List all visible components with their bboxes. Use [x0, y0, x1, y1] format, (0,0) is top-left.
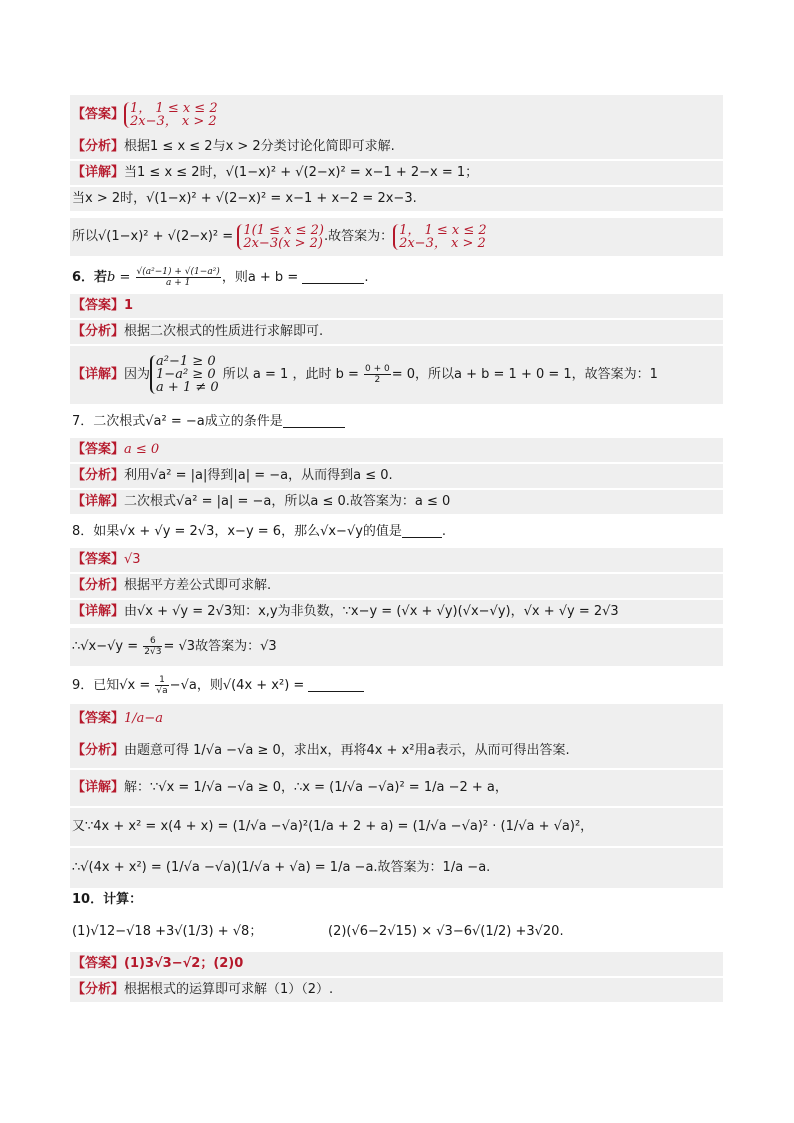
fraction-numerator: 6 — [143, 636, 162, 647]
detail-pre: 因为 — [124, 367, 151, 382]
case-1: a²−1 ≥ 0 — [156, 354, 216, 369]
q9-answer-row — [70, 704, 723, 734]
detail-text: ∴√(4x + x²) = (1/√a −√a)(1/√a + √a) = 1/a −a.故答案为：1/a −a. — [72, 860, 491, 875]
q6-detail-row — [70, 346, 723, 404]
detail-text: 解：∵√x = 1/√a −√a ≥ 0，∴x = (1/√a −√a)² = 1/a −2 + a， — [124, 780, 508, 795]
q10-answer-row — [70, 952, 723, 976]
answer-tag: 【答案】 — [72, 107, 125, 122]
question-fraction — [155, 675, 168, 696]
case-2: 2x−3， x > 2 — [130, 113, 217, 129]
fraction-denominator: 2 — [374, 375, 381, 385]
detail-tag: 【详解】 — [72, 367, 125, 382]
fraction-numerator: √(a²−1) + √(1−a²) — [136, 267, 220, 277]
answer-value: √3 — [124, 552, 141, 567]
case-2: 1−a² ≥ 0 — [156, 367, 216, 382]
answer-value: 1 — [124, 298, 134, 313]
answer-blank — [308, 677, 364, 692]
case-1: 1， 1 ≤ x ≤ 2 — [130, 100, 218, 116]
fraction-numerator: 0 + 0 — [365, 364, 390, 374]
detail-tag: 【详解】 — [72, 780, 125, 795]
q6-question — [70, 262, 723, 294]
part-2: (2)(√6−2√15) × √3−6√(1/2) +3√20. — [328, 924, 564, 939]
answer-value: (1)3√3−√2；(2)0 — [124, 956, 244, 971]
analysis-tag: 【分析】 — [72, 324, 125, 339]
piecewise-final-answer — [393, 224, 487, 250]
case-2: 2x−3， x > 2 — [399, 235, 486, 251]
answer-tag: 【答案】 — [72, 956, 125, 971]
detail-text: 当1 ≤ x ≤ 2时，√(1−x)² + √(2−x)² = x−1 + 2−x = 1； — [124, 165, 479, 180]
q9-question — [70, 670, 723, 702]
answer-blank — [283, 413, 345, 428]
question-end: . — [441, 524, 447, 539]
case-2: 2x−3(x > 2) — [243, 235, 323, 251]
q7-analysis-row — [70, 464, 723, 488]
b-fraction — [136, 267, 221, 288]
detail-text: 当x > 2时，√(1−x)² + √(2−x)² = x−1 + x−2 = 2x−3. — [72, 191, 417, 206]
detail-prefix: 所以√(1−x)² + √(2−x)² = — [72, 229, 234, 244]
answer-tag: 【答案】 — [72, 298, 125, 313]
q6-answer-row — [70, 294, 723, 318]
piecewise-result — [237, 224, 324, 250]
answer-value: 1/a−a — [124, 711, 164, 726]
detail-text: 又∵4x + x² = x(4 + x) = (1/√a −√a)²(1/a + 2 + a) = (1/√a −√a)² · (1/√a + √a)²， — [72, 819, 594, 834]
fraction-denominator: a + 1 — [166, 278, 191, 288]
q8-answer-row — [70, 548, 723, 572]
answer-tag: 【答案】 — [72, 711, 125, 726]
analysis-tag: 【分析】 — [72, 468, 125, 483]
q6-analysis-row — [70, 320, 723, 344]
detail-pre: ∴√x−√y = — [72, 639, 139, 654]
q5-detail-row-2 — [70, 187, 723, 211]
q7-question — [70, 410, 723, 434]
answer-tag: 【答案】 — [72, 552, 125, 567]
q7-detail-row — [70, 490, 723, 514]
analysis-text: 利用√a² = |a|得到|a| = −a，从而得到a ≤ 0. — [124, 468, 393, 483]
analysis-tag: 【分析】 — [72, 139, 125, 154]
q5-detail-row-3 — [70, 218, 723, 256]
case-3: a + 1 ≠ 0 — [156, 380, 219, 395]
detail-tag: 【详解】 — [72, 494, 125, 509]
q7-answer-row — [70, 438, 723, 462]
q10-parts — [70, 918, 723, 946]
q5-answer-row — [70, 95, 723, 135]
analysis-text: 根据1 ≤ x ≤ 2与x > 2分类讨论化简即可求解. — [124, 139, 395, 154]
q8-detail-row-2 — [70, 628, 723, 666]
detail-text: 由√x + √y = 2√3知：x,y为非负数，∵x−y = (√x + √y)(√x−√y)，√x + √y = 2√3 — [124, 604, 619, 619]
question-text: 8．如果√x + √y = 2√3，x−y = 6，那么√x−√y的值是 — [72, 524, 402, 539]
q9-detail-row-3 — [70, 848, 723, 888]
detail-end: = 0，所以a + b = 1 + 0 = 1，故答案为：1 — [391, 367, 658, 382]
question-pre: 9．已知√x = — [72, 678, 151, 693]
question-end: −√a，则√(4x + x²) = — [169, 678, 305, 693]
part-1: (1)√12−√18 +3√(1/3) + √8； — [72, 924, 263, 939]
detail-end: = √3故答案为：√3 — [163, 639, 277, 654]
detail-fraction — [364, 364, 391, 385]
answer-tag: 【答案】 — [72, 442, 125, 457]
fraction-numerator: 1 — [155, 675, 168, 686]
q9-analysis-row — [70, 734, 723, 768]
q10-title — [70, 888, 723, 912]
q5-detail-row-1 — [70, 161, 723, 185]
detail-tag: 【详解】 — [72, 165, 125, 180]
answer-value: a ≤ 0 — [124, 442, 160, 457]
detail-fraction — [143, 636, 162, 657]
answer-blank — [402, 523, 442, 538]
b-equals: b = — [107, 270, 131, 285]
detail-mid: .故答案为： — [323, 229, 394, 244]
analysis-tag: 【分析】 — [72, 578, 125, 593]
q9-detail-row-1 — [70, 770, 723, 806]
condition-system — [150, 355, 219, 394]
detail-tag: 【详解】 — [72, 604, 125, 619]
q10-analysis-row — [70, 978, 723, 1002]
fraction-denominator: √a — [156, 686, 168, 696]
q5-analysis-row — [70, 135, 723, 159]
q8-question — [70, 520, 723, 544]
case-1: 1(1 ≤ x ≤ 2) — [243, 222, 324, 238]
question-prefix: 6．若 — [72, 270, 108, 285]
analysis-tag: 【分析】 — [72, 743, 125, 758]
fraction-denominator: 2√3 — [144, 647, 162, 657]
question-suffix: ，则a + b = — [221, 270, 299, 285]
question-end: . — [364, 270, 369, 285]
analysis-text: 由题意可得 1/√a −√a ≥ 0，求出x，再将4x + x²用a表示，从而可得出答案. — [124, 743, 570, 758]
answer-blank — [302, 269, 364, 284]
analysis-text: 根据二次根式的性质进行求解即可. — [124, 324, 324, 339]
question-text: 7．二次根式√a² = −a成立的条件是 — [72, 414, 283, 429]
detail-mid: 所以 a = 1 ，此时 b = — [222, 367, 359, 382]
analysis-text: 根据平方差公式即可求解. — [124, 578, 272, 593]
analysis-text: 根据根式的运算即可求解（1）（2）. — [124, 982, 334, 997]
piecewise-answer — [124, 102, 218, 128]
q9-detail-row-2 — [70, 808, 723, 846]
case-1: 1， 1 ≤ x ≤ 2 — [399, 222, 487, 238]
detail-text: 二次根式√a² = |a| = −a，所以a ≤ 0.故答案为：a ≤ 0 — [124, 494, 451, 509]
analysis-tag: 【分析】 — [72, 982, 125, 997]
q8-detail-row-1 — [70, 600, 723, 624]
q8-analysis-row — [70, 574, 723, 598]
question-title: 10．计算： — [72, 892, 143, 907]
